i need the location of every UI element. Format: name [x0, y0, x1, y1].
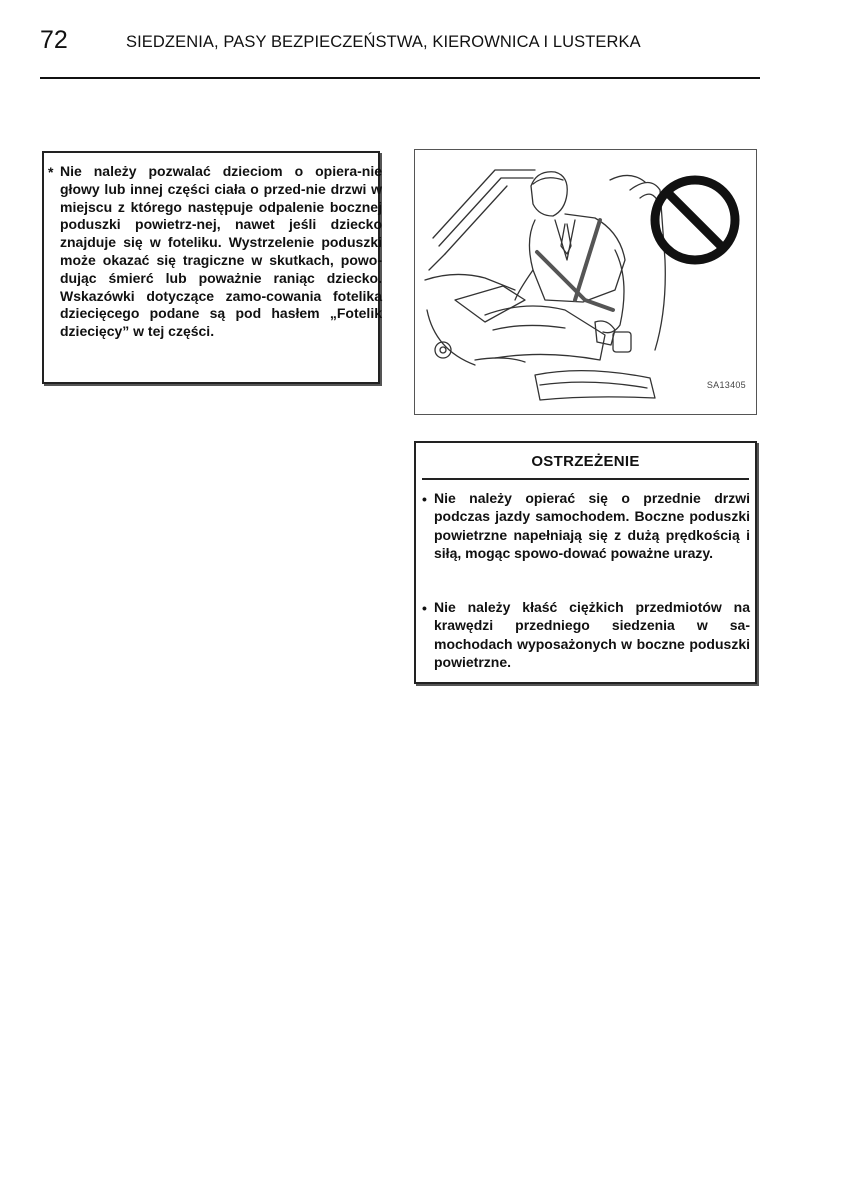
note-asterisk: *	[48, 164, 54, 180]
warning-item-heavy-objects: Nie należy kłaść ciężkich przedmiotów na krawędzi przedniego siedzenia w sa-mochodach wyposażonych w boczne poduszki powietrzne.	[434, 599, 750, 671]
warning-box	[414, 441, 757, 684]
warning-title: OSTRZEŻENIE	[531, 453, 640, 470]
page-number: 72	[40, 26, 68, 54]
running-title: SIEDZENIA, PASY BEZPIECZEŃSTWA, KIEROWNICA I LUSTERKA	[126, 33, 641, 51]
bullet-marker: •	[422, 491, 427, 507]
warning-divider	[422, 478, 749, 480]
header-divider	[40, 77, 760, 79]
child-airbag-note-box	[42, 151, 380, 384]
warning-item-door: Nie należy opierać się o przednie drzwi podczas jazdy samochodem. Boczne poduszki powietrzne napełniają się z dużą prędkością i siłą, mogąc spowo-dować poważne urazy.	[434, 490, 750, 562]
figure-code: SA13405	[706, 380, 746, 390]
bullet-marker: •	[422, 600, 427, 616]
note-text: Nie należy pozwalać dzieciom o opiera-nie głowy lub innej części ciała o przed-nie drzwi w miejscu z którego następuje odpalenie bocznej poduszki powietrz-nej, nawet jeśli dziecko znajduje się w foteliku. Wystrzelenie poduszki może okazać się tragiczne w skutkach, powo-dując śmierć lub poważnie raniąc dziecko. Wskazówki dotyczące zamo-cowania fotelika dziecięcego podane są pod hasłem „Fotelik dziecięcy” w tej części.	[60, 163, 382, 340]
illustration-drawing	[415, 150, 758, 416]
page-header	[40, 26, 760, 54]
illustration-leaning-on-door	[414, 149, 757, 415]
prohibition-icon	[655, 180, 735, 260]
